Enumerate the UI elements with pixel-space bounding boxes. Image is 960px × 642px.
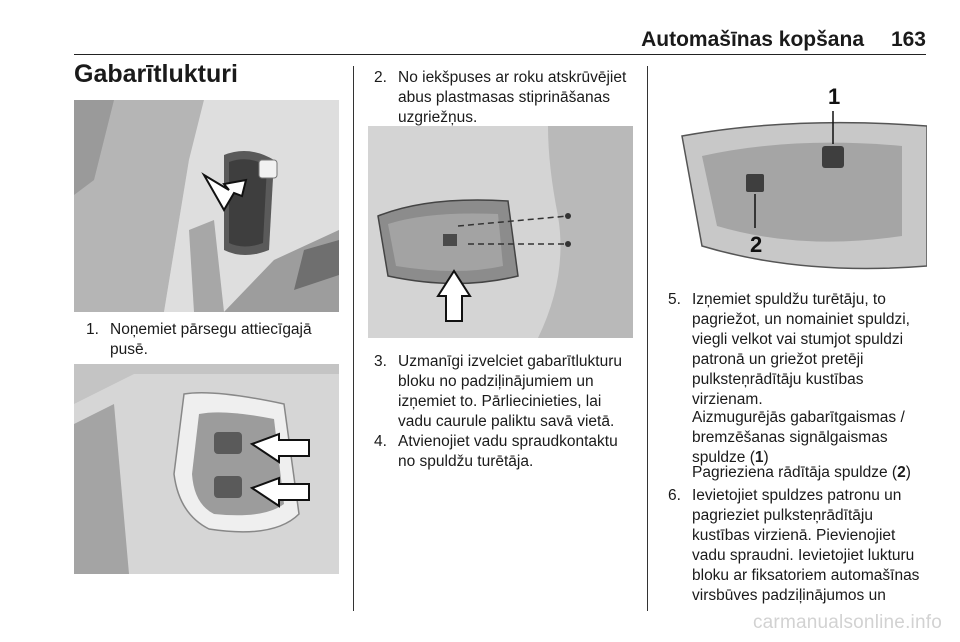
- note-line-end: ): [763, 449, 769, 466]
- step-text-line: patronā un griežot pretēji: [692, 351, 864, 368]
- step-number: 6.: [668, 487, 681, 504]
- note-line: bremzēšanas signālgaismas: [692, 429, 888, 446]
- note-line-end: ): [905, 464, 911, 481]
- step-text-line: no spuldžu turētāja.: [398, 453, 534, 470]
- step-text-line: virzienam.: [692, 391, 763, 408]
- step-text-line: bloku ar fiksatoriem automašīnas: [692, 567, 920, 584]
- figure-lamp-unit: [368, 126, 633, 338]
- step-text-line: pulksteņrādītāju kustības: [692, 371, 864, 388]
- step-1: [86, 320, 348, 360]
- step-text-line: Atvienojiet vadu spraudkontaktu: [398, 433, 618, 450]
- section-title: Gabarītlukturi: [74, 60, 238, 88]
- step-number: 2.: [374, 69, 387, 86]
- step-text-line: virsbūves padziļinājumos un: [692, 587, 886, 604]
- step-3: [374, 352, 636, 432]
- step-number: 5.: [668, 291, 681, 308]
- step-text-line: pusē.: [110, 341, 148, 358]
- step-text: [110, 320, 348, 360]
- step-text-line: bloku no padziļinājumiem un: [398, 373, 594, 390]
- note-number: 1: [754, 449, 764, 466]
- figure-bulb-positions: [662, 76, 927, 276]
- note-number: 2: [897, 464, 906, 481]
- step-text-line: izņemiet to. Pārliecinieties, lai: [398, 393, 602, 410]
- step-text: [398, 352, 636, 432]
- step-number: 3.: [374, 353, 387, 370]
- step-text: [398, 68, 636, 128]
- page-number: 163: [890, 28, 926, 51]
- page-header: [74, 22, 926, 55]
- step-2: [374, 68, 636, 128]
- step-text-line: pagriežot, un nomainiet spuldzi,: [692, 311, 910, 328]
- step-text-line: Noņemiet pārsegu attiecīgajā: [110, 321, 312, 338]
- step-text-line: pagrieziet pulksteņrādītāju: [692, 507, 873, 524]
- step-text-line: Izņemiet spuldžu turētāju, to: [692, 291, 886, 308]
- step-5: [668, 290, 930, 410]
- figure-trunk-cover: [74, 100, 339, 312]
- watermark: carmanualsonline.info: [752, 612, 942, 633]
- step-number: 1.: [86, 321, 99, 338]
- note-tail-brake-bulb: [692, 408, 932, 468]
- step-text-line: uzgriežņus.: [398, 109, 478, 126]
- note-turn-signal-bulb: [692, 463, 932, 483]
- step-text-line: vadu caurule paliktu savā vietā.: [398, 413, 615, 430]
- note-line: spuldze (: [692, 449, 755, 466]
- step-text-line: Ievietojiet spuldzes patronu un: [692, 487, 902, 504]
- step-text-line: abus plastmasas stiprināšanas: [398, 89, 610, 106]
- step-text-line: No iekšpuses ar roku atskrūvējiet: [398, 69, 627, 86]
- step-text-line: Uzmanīgi izvelciet gabarītlukturu: [398, 353, 622, 370]
- note-line: Pagrieziena rādītāja spuldze (: [692, 464, 898, 481]
- column-divider-left: [353, 66, 354, 611]
- step-text-line: kustības virzienā. Pievienojiet: [692, 527, 896, 544]
- step-text: [692, 290, 930, 410]
- figure-bulb-holders: [74, 364, 339, 574]
- step-6: [668, 486, 930, 606]
- label-1: 1: [828, 84, 841, 109]
- note-line: Aizmugurējās gabarītgaismas /: [692, 409, 905, 426]
- label-2: 2: [750, 232, 763, 257]
- header-title: Automašīnas kopšana: [641, 28, 864, 51]
- step-text-line: viegli velkot vai stumjot spuldzi: [692, 331, 904, 348]
- step-text: [398, 432, 636, 472]
- step-text: [692, 486, 930, 606]
- step-4: [374, 432, 636, 472]
- step-number: 4.: [374, 433, 387, 450]
- column-divider-right: [647, 66, 648, 611]
- step-text-line: vadu spraudni. Ievietojiet lukturu: [692, 547, 915, 564]
